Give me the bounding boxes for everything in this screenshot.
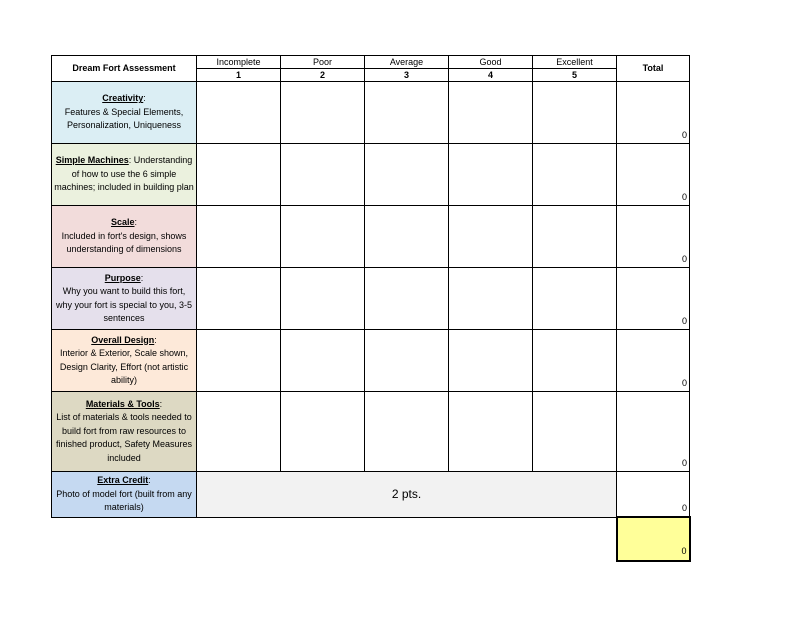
row-total: 0: [617, 330, 690, 392]
criterion-row-overall-design: [52, 330, 690, 392]
header-row: [52, 56, 690, 82]
extra-credit-points: 2 pts.: [197, 472, 617, 518]
score-cell[interactable]: [281, 206, 365, 268]
score-cell[interactable]: [449, 82, 533, 144]
score-cell[interactable]: [449, 144, 533, 206]
score-cell[interactable]: [449, 392, 533, 472]
level-number: 4: [487, 70, 493, 80]
level-number: 3: [403, 70, 409, 80]
criterion-description: Understanding of how to use the 6 simple machines; included in building plan: [54, 155, 194, 193]
score-cell[interactable]: [197, 206, 281, 268]
level-poor: [281, 56, 365, 82]
level-number: 5: [571, 70, 577, 80]
criterion-title: Overall Design: [91, 334, 155, 345]
extra-credit-row: [52, 472, 690, 518]
level-number: 2: [319, 70, 325, 80]
criterion-cell: Overall Design: Interior & Exterior, Scale shown, Design Clarity, Effort (not artistic ability): [52, 330, 197, 392]
score-cell[interactable]: [281, 268, 365, 330]
score-cell[interactable]: [197, 392, 281, 472]
grand-total[interactable]: 0: [617, 517, 690, 561]
criterion-description: Features & Special Elements, Personalization, Uniqueness: [64, 106, 184, 131]
criterion-title: Materials & Tools: [85, 398, 160, 409]
score-cell[interactable]: [533, 82, 617, 144]
score-cell[interactable]: [365, 144, 449, 206]
level-average: [365, 56, 449, 82]
score-cell[interactable]: [197, 330, 281, 392]
level-name: Excellent: [533, 56, 616, 69]
criterion-row-scale: [52, 206, 690, 268]
criterion-description: Included in fort's design, shows understanding of dimensions: [61, 230, 187, 255]
criterion-row-creativity: [52, 82, 690, 144]
criterion-cell: Simple Machines: Understanding of how to use the 6 simple machines; included in building plan: [52, 144, 197, 206]
score-cell[interactable]: [449, 268, 533, 330]
criterion-cell: Purpose: Why you want to build this fort, why your fort is special to you, 3-5 sentences: [52, 268, 197, 330]
criterion-description: Interior & Exterior, Scale shown, Design Clarity, Effort (not artistic ability): [59, 348, 189, 385]
row-total: 0: [617, 144, 690, 206]
score-cell[interactable]: [365, 330, 449, 392]
score-cell[interactable]: [365, 268, 449, 330]
score-cell[interactable]: [449, 330, 533, 392]
grand-total-row: [52, 517, 690, 561]
level-name: Incomplete: [197, 56, 280, 69]
score-cell[interactable]: [197, 268, 281, 330]
criterion-description: List of materials & tools needed to build fort from raw resources to finished product, Safety Measures included: [55, 412, 193, 463]
criterion-row-purpose: [52, 268, 690, 330]
score-cell[interactable]: [197, 144, 281, 206]
level-number: 1: [235, 70, 241, 80]
level-excellent: [533, 56, 617, 82]
table-title: Dream Fort Assessment: [52, 56, 197, 82]
score-cell[interactable]: [533, 330, 617, 392]
score-cell[interactable]: [365, 206, 449, 268]
extra-credit-title: Extra Credit: [97, 475, 149, 485]
score-cell[interactable]: [533, 206, 617, 268]
criterion-cell: Creativity: Features & Special Elements, Personalization, Uniqueness: [52, 82, 197, 144]
criterion-description: Why you want to build this fort, why your fort is special to you, 3-5 sentences: [55, 286, 193, 323]
blank-space: [52, 517, 617, 561]
score-cell[interactable]: [365, 82, 449, 144]
score-cell[interactable]: [197, 82, 281, 144]
level-name: Poor: [281, 56, 364, 69]
assessment-table: [51, 55, 691, 562]
score-cell[interactable]: [365, 392, 449, 472]
criterion-title: Simple Machines: [55, 155, 129, 166]
criterion-row-materials-tools: [52, 392, 690, 472]
level-good: [449, 56, 533, 82]
criterion-cell: Materials & Tools: List of materials & tools needed to build fort from raw resources to finished product, Safety Measures included: [52, 392, 197, 472]
level-name: Average: [365, 56, 448, 69]
extra-credit-cell: Extra Credit: Photo of model fort (built from any materials): [52, 472, 197, 518]
row-total: 0: [617, 392, 690, 472]
level-incomplete: [197, 56, 281, 82]
criterion-cell: Scale: Included in fort's design, shows understanding of dimensions: [52, 206, 197, 268]
row-total: 0: [617, 206, 690, 268]
total-header: Total: [617, 56, 690, 82]
level-name: Good: [449, 56, 532, 69]
row-total: 0: [617, 82, 690, 144]
score-cell[interactable]: [281, 144, 365, 206]
score-cell[interactable]: [281, 392, 365, 472]
score-cell[interactable]: [533, 268, 617, 330]
criterion-title: Scale: [110, 217, 135, 228]
extra-credit-total: 0: [617, 472, 690, 518]
score-cell[interactable]: [449, 206, 533, 268]
score-cell[interactable]: [533, 392, 617, 472]
score-cell[interactable]: [533, 144, 617, 206]
row-total: 0: [617, 268, 690, 330]
score-cell[interactable]: [281, 330, 365, 392]
criterion-title: Purpose: [104, 272, 141, 283]
criterion-row-simple-machines: [52, 144, 690, 206]
extra-credit-description: Photo of model fort (built from any materials): [56, 488, 192, 512]
criterion-title: Creativity: [102, 93, 144, 104]
score-cell[interactable]: [281, 82, 365, 144]
